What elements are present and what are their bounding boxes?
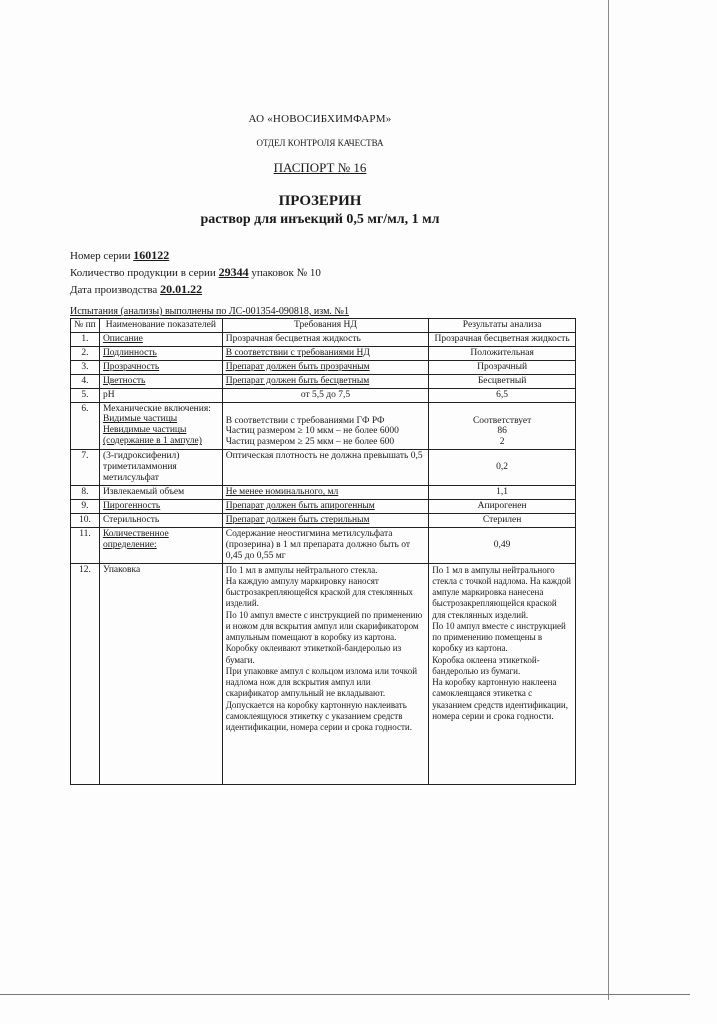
row6-req-2: Частиц размером ≥ 10 мкм – не более 6000 — [225, 426, 399, 437]
scan-bottom-line — [0, 994, 690, 995]
row-num: 8. — [71, 486, 100, 500]
organization-name: АО «НОВОСИБХИМФАРМ» — [248, 113, 392, 125]
row-result: 6,5 — [429, 388, 576, 402]
row-name: Описание — [99, 332, 222, 346]
row-num: 6. — [71, 402, 100, 450]
department-name: ОТДЕЛ КОНТРОЛЯ КАЧЕСТВА — [256, 138, 384, 148]
specification-table — [70, 318, 576, 785]
pack-req-5: При упаковке ампул с кольцом излома или точкой надлома нож для вскрытия ампул или скарификатор ампульный не вкладывают. — [225, 665, 418, 699]
row-requirement — [222, 402, 428, 450]
row-name: Упаковка — [99, 563, 222, 784]
passport-number: ПАСПОРТ № 16 — [273, 160, 367, 175]
row-requirement: Препарат должен быть бесцветным — [222, 374, 428, 388]
row6-res-2: 86 — [497, 426, 507, 437]
table-row-mechanical — [71, 402, 576, 450]
row-result: Стерилен — [429, 513, 576, 527]
table-row — [71, 450, 576, 486]
series-value: 160122 — [133, 248, 170, 262]
row-num: 2. — [71, 346, 100, 360]
header-name: Наименование показателей — [99, 319, 222, 333]
table-row — [71, 360, 576, 374]
row-requirement: Содержание неостигмина метилсульфата (прозерина) в 1 мл препарата должно быть от 0,45 до 0,55 мг — [222, 527, 428, 563]
row-requirement: от 5,5 до 7,5 — [222, 388, 428, 402]
tests-reference: Испытания (анализы) выполнены по ЛС-001354-090818, изм. №1 — [70, 306, 349, 317]
row-result — [429, 563, 576, 784]
row-requirement — [222, 563, 428, 784]
row-name: Стерильность — [99, 513, 222, 527]
table-row — [71, 499, 576, 513]
header-results: Результаты анализа — [429, 319, 576, 333]
row-result: Прозрачная бесцветная жидкость — [429, 332, 576, 346]
row-num: 11. — [71, 527, 100, 563]
quantity-value: 29344 — [218, 265, 249, 279]
row-num: 4. — [71, 374, 100, 388]
row-num: 12. — [71, 563, 100, 784]
table-row — [71, 346, 576, 360]
pack-req-4: Коробку оклеивают этикеткой-бандеролью из бумаги. — [225, 643, 402, 665]
pack-res-4: На коробку картонную наклеена самоклеящаяся этикетка с указанием средств идентификации, номера серии и срока годности. — [432, 677, 568, 721]
table-row — [71, 374, 576, 388]
row-name: Подлинность — [99, 346, 222, 360]
row6-name-2: Видимые частицы — [102, 414, 178, 425]
row-name: Пирогенность — [99, 499, 222, 513]
row-name: Извлекаемый объем — [99, 486, 222, 500]
row-requirement: В соответствии с требованиями НД — [222, 346, 428, 360]
row-num: 7. — [71, 450, 100, 486]
table-row-packaging — [71, 563, 576, 784]
table-row — [71, 527, 576, 563]
drug-name: ПРОЗЕРИН — [278, 193, 362, 209]
row-result: Положительная — [429, 346, 576, 360]
row-result: Апирогенен — [429, 499, 576, 513]
series-line — [70, 248, 169, 263]
pack-res-1: По 1 мл в ампулы нейтрального стекла с точкой надлома. На каждой ампуле маркировка нанесена быстрозакрепляющейся краской для стеклянных изделий. — [432, 564, 571, 620]
row-requirement: Не менее номинального, мл — [222, 486, 428, 500]
row-result: Прозрачный — [429, 360, 576, 374]
row-name: Прозрачность — [99, 360, 222, 374]
row-name: Количественное определение: — [99, 527, 222, 563]
row-result — [429, 402, 576, 450]
row-requirement: Прозрачная бесцветная жидкость — [222, 332, 428, 346]
pack-res-3: Коробка оклеена этикеткой-бандеролью из бумаги. — [432, 654, 540, 676]
table-row — [71, 332, 576, 346]
row-result: 1,1 — [429, 486, 576, 500]
series-label: Номер серии — [70, 250, 131, 262]
row-requirement: Препарат должен быть апирогенным — [222, 499, 428, 513]
row-num: 1. — [71, 332, 100, 346]
row-result: 0,49 — [429, 527, 576, 563]
table-row — [71, 513, 576, 527]
row6-name-3: Невидимые частицы (содержание в 1 ампуле) — [102, 425, 202, 447]
row-num: 3. — [71, 360, 100, 374]
date-value: 20.01.22 — [160, 282, 203, 296]
table-row — [71, 388, 576, 402]
header-num: № пп — [71, 319, 100, 333]
date-line — [70, 282, 202, 297]
row-name: Цветность — [99, 374, 222, 388]
row-num: 9. — [71, 499, 100, 513]
row-num: 10. — [71, 513, 100, 527]
row6-name-1: Механические включения: — [102, 403, 211, 414]
row6-res-3: 2 — [499, 437, 505, 448]
row-result: 0,2 — [429, 450, 576, 486]
pack-req-3: По 10 ампул вместе с инструкцией по применению и ножом для вскрытия ампул или скарификатором ампульным помещают в коробку из картона. — [225, 609, 423, 643]
quantity-suffix: упаковок № 10 — [251, 267, 321, 279]
row-name — [99, 402, 222, 450]
table-header-row — [71, 319, 576, 333]
row-name: pH — [99, 388, 222, 402]
row-name: (3-гидроксифенил) триметиламмония метилсульфат — [99, 450, 222, 486]
row6-res-1: Соответствует — [472, 415, 532, 426]
row-result: Бесцветный — [429, 374, 576, 388]
pack-req-1: По 1 мл в ампулы нейтрального стекла. — [225, 564, 378, 575]
row-requirement: Оптическая плотность не должна превышать 0,5 — [222, 450, 428, 486]
row-requirement: Препарат должен быть прозрачным — [222, 360, 428, 374]
pack-req-6: Допускается на коробку картонную наклеивать самоклеящуюся этикетку с указанием средств идентификации, номера серии и срока годности. — [225, 699, 412, 733]
pack-req-2: На каждую ампулу маркировку наносят быстрозакрепляющейся краской для стеклянных изделий. — [225, 575, 414, 609]
row6-req-1: В соответствии с требованиями ГФ РФ — [225, 415, 385, 426]
pack-res-2: По 10 ампул вместе с инструкцией по применению помещены в коробку из картона. — [432, 620, 566, 654]
table-row — [71, 486, 576, 500]
scan-edge-line — [608, 0, 609, 1000]
row-requirement: Препарат должен быть стерильным — [222, 513, 428, 527]
row-num: 5. — [71, 388, 100, 402]
row6-req-3: Частиц размером ≥ 25 мкм – не более 600 — [225, 437, 395, 448]
header-requirements: Требования НД — [222, 319, 428, 333]
drug-form: раствор для инъекций 0,5 мг/мл, 1 мл — [200, 212, 440, 227]
date-label: Дата производства — [70, 284, 158, 296]
quantity-label: Количество продукции в серии — [70, 267, 216, 279]
quantity-line — [70, 265, 321, 280]
